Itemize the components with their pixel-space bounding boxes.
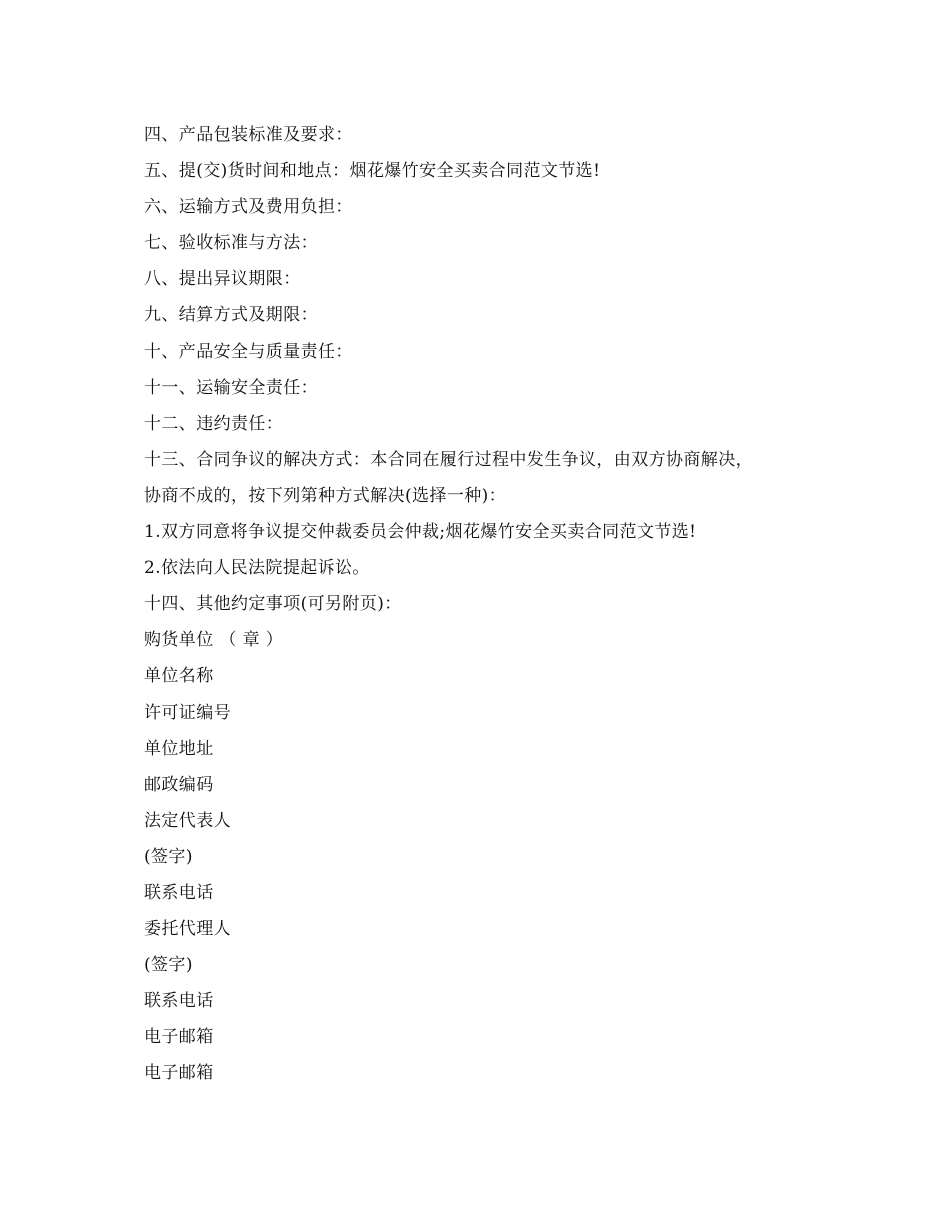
clause-6-transport: 六、运输方式及费用负担： [144, 197, 353, 218]
dispute-option-2: 2.依法向人民法院提起诉讼。 [144, 558, 370, 579]
unit-name-label: 单位名称 [144, 666, 214, 687]
agent-label: 委托代理人 [144, 919, 231, 940]
clause-5-delivery: 五、提(交)货时间和地点：烟花爆竹安全买卖合同范文节选! [144, 161, 601, 182]
dispute-option-1: 1.双方同意将争议提交仲裁委员会仲裁;烟花爆竹安全买卖合同范文节选! [144, 522, 697, 543]
license-number-label: 许可证编号 [144, 702, 231, 723]
postal-code-label: 邮政编码 [144, 774, 214, 795]
clause-12-breach: 十二、违约责任： [144, 413, 284, 434]
agent-signature-label: (签字) [144, 955, 193, 976]
agent-phone-label: 联系电话 [144, 991, 214, 1012]
clause-9-settlement: 九、结算方式及期限： [144, 305, 318, 326]
phone-label: 联系电话 [144, 882, 214, 903]
email-label: 电子邮箱 [144, 1027, 214, 1048]
email-label-2: 电子邮箱 [144, 1063, 214, 1084]
signature-label: (签字) [144, 846, 193, 867]
legal-representative-label: 法定代表人 [144, 810, 231, 831]
clause-13-dispute: 十三、合同争议的解决方式：本合同在履行过程中发生争议，由双方协商解决， [144, 449, 753, 470]
clause-10-safety-quality: 十、产品安全与质量责任： [144, 341, 353, 362]
clause-8-objection: 八、提出异议期限： [144, 269, 301, 290]
clause-11-transport-safety: 十一、运输安全责任： [144, 377, 318, 398]
clause-13-dispute-continued: 协商不成的，按下列第种方式解决(选择一种)： [144, 485, 507, 506]
unit-address-label: 单位地址 [144, 738, 214, 759]
clause-7-acceptance: 七、验收标准与方法： [144, 233, 318, 254]
clause-14-other: 十四、其他约定事项(可另附页)： [144, 594, 402, 615]
clause-4-packaging: 四、产品包装标准及要求： [144, 125, 353, 145]
buyer-seal-label: 购货单位 （ 章 ） [144, 630, 284, 651]
document-body [144, 117, 824, 1092]
